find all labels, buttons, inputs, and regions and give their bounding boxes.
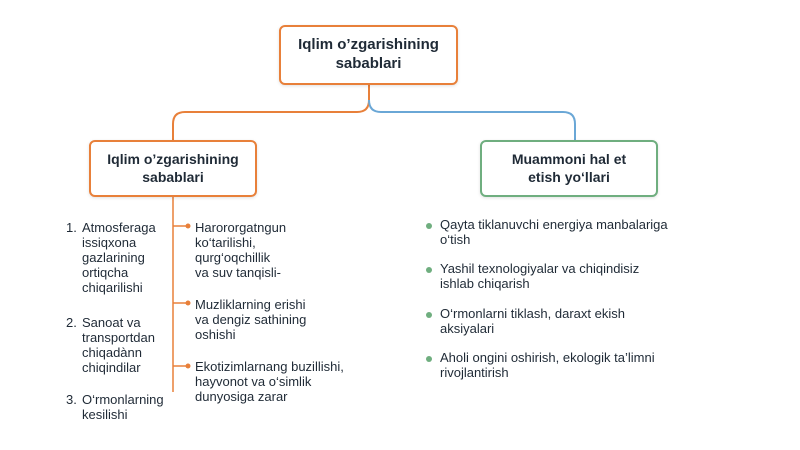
bullet-icon: [426, 356, 432, 362]
cause-number-3: 3.: [66, 392, 77, 407]
bullet-icon: [426, 312, 432, 318]
cause-number-2: 2.: [66, 315, 77, 330]
effect-text-2: Muzliklarning erishi va dengiz sathining oshishi: [195, 297, 307, 342]
cause-text-2: Sanoat va transportdan chiqadànn chiqindilar: [82, 315, 155, 375]
root-node: [279, 25, 458, 85]
solution-text-3: O‘rmonlarni tiklash, daraxt ekish aksiyalari: [440, 306, 625, 336]
causes-title: Iqlim o’zgarishining sabablari: [107, 151, 239, 185]
cause-text-1: Atmosferaga issiqxona gazlarining ortiqcha chiqarilishi: [82, 220, 156, 295]
connector-root-right: [369, 100, 575, 140]
bullet-icon: [426, 223, 432, 229]
solutions-title: Muammoni hal et etish yo‘llari: [511, 151, 627, 185]
causes-node: [89, 140, 257, 197]
effect-text-3: Ekotizimlarnang buzillishi, hayvonot va o‘simlik dunyosiga zarar: [195, 359, 344, 404]
solution-text-1: Qayta tiklanuvchi energiya manbalariga o‘tish: [440, 217, 668, 247]
effect-text-1: Harororgatngun ko‘tarilishi, qurg‘oqchillik va suv tanqisli-: [195, 220, 287, 280]
branch-dot-3: [186, 364, 191, 369]
branch-dot-2: [186, 301, 191, 306]
bullet-icon: [426, 267, 432, 273]
solutions-node: [480, 140, 658, 197]
branch-dot-1: [186, 224, 191, 229]
cause-text-3: O‘rmonlarning kesilishi: [82, 392, 164, 422]
solution-text-2: Yashil texnologiyalar va chiqindisiz ishlab chiqarish: [440, 261, 640, 291]
solution-text-4: Aholi ongini oshirish, ekologik ta’limni rivojlantirish: [440, 350, 655, 380]
connector-root-left: [173, 85, 369, 140]
cause-number-1: 1.: [66, 220, 77, 235]
root-title: Iqlim o’zgarishining sabablari: [298, 36, 439, 72]
